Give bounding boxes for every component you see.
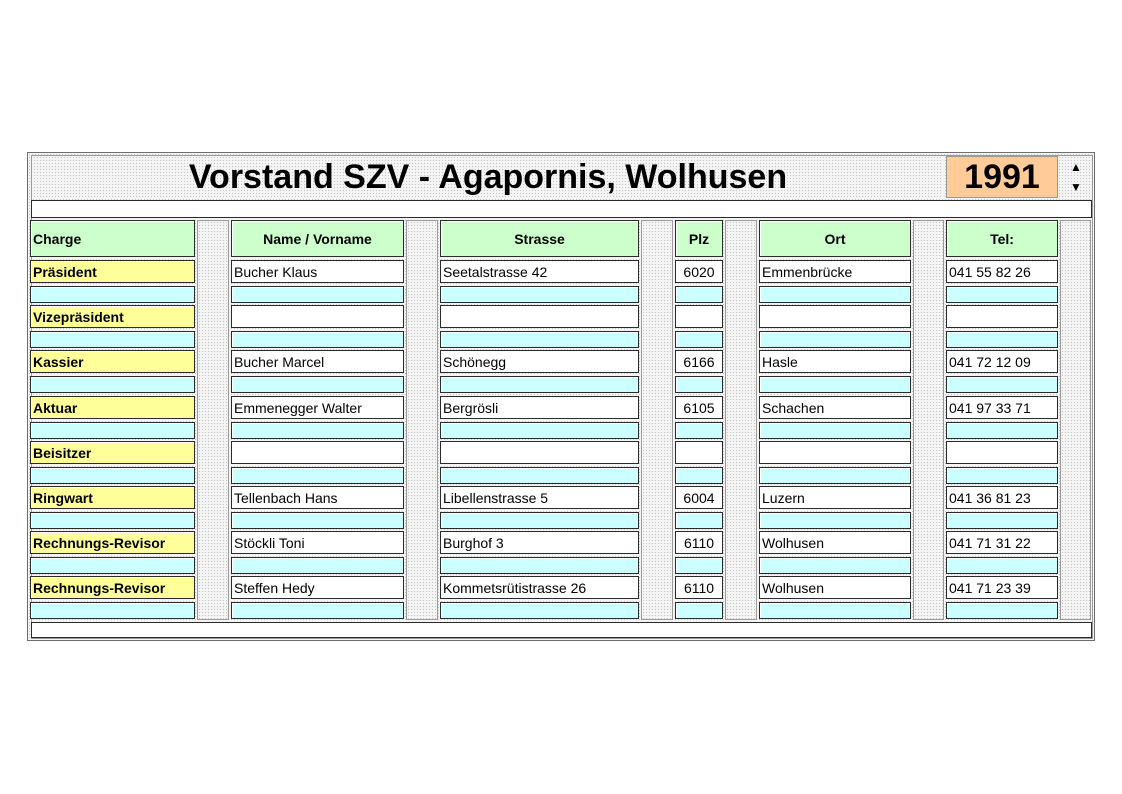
page-title: Vorstand SZV - Agapornis, Wolhusen bbox=[33, 156, 943, 198]
row-2-tel[interactable] bbox=[946, 305, 1058, 328]
row-7-ort-sub[interactable] bbox=[759, 557, 911, 574]
row-4-plz[interactable]: 6105 bbox=[675, 396, 723, 419]
column-gap bbox=[1060, 220, 1091, 620]
row-3-name-sub[interactable] bbox=[231, 376, 404, 393]
row-8-charge: Rechnungs-Revisor bbox=[30, 576, 195, 599]
header-name: Name / Vorname bbox=[231, 220, 404, 257]
row-2-plz[interactable] bbox=[675, 305, 723, 328]
row-4-strasse-sub[interactable] bbox=[440, 422, 639, 439]
row-8-strasse-sub[interactable] bbox=[440, 602, 639, 619]
row-4-plz-sub[interactable] bbox=[675, 422, 723, 439]
row-7-name-sub[interactable] bbox=[231, 557, 404, 574]
row-7-tel-sub[interactable] bbox=[946, 557, 1058, 574]
header-ort: Ort bbox=[759, 220, 911, 257]
row-3-charge: Kassier bbox=[30, 350, 195, 373]
header-tel: Tel: bbox=[946, 220, 1058, 257]
row-1-strasse[interactable]: Seetalstrasse 42 bbox=[440, 260, 639, 283]
column-gap bbox=[197, 220, 229, 620]
year-down-icon[interactable]: ▼ bbox=[1070, 180, 1082, 194]
row-8-tel-sub[interactable] bbox=[946, 602, 1058, 619]
row-8-name-sub[interactable] bbox=[231, 602, 404, 619]
row-4-name[interactable]: Emmenegger Walter bbox=[231, 396, 404, 419]
row-7-ort[interactable]: Wolhusen bbox=[759, 531, 911, 554]
row-8-ort[interactable]: Wolhusen bbox=[759, 576, 911, 599]
header-plz: Plz bbox=[675, 220, 723, 257]
row-8-charge-sub bbox=[30, 602, 195, 619]
row-3-plz[interactable]: 6166 bbox=[675, 350, 723, 373]
row-8-name[interactable]: Steffen Hedy bbox=[231, 576, 404, 599]
column-gap bbox=[641, 220, 673, 620]
row-5-plz-sub[interactable] bbox=[675, 467, 723, 484]
row-5-name-sub[interactable] bbox=[231, 467, 404, 484]
row-1-charge-sub bbox=[30, 286, 195, 303]
row-6-strasse[interactable]: Libellenstrasse 5 bbox=[440, 486, 639, 509]
row-1-ort[interactable]: Emmenbrücke bbox=[759, 260, 911, 283]
row-4-tel-sub[interactable] bbox=[946, 422, 1058, 439]
row-2-name[interactable] bbox=[231, 305, 404, 328]
row-1-strasse-sub[interactable] bbox=[440, 286, 639, 303]
row-8-tel[interactable]: 041 71 23 39 bbox=[946, 576, 1058, 599]
row-2-name-sub[interactable] bbox=[231, 331, 404, 348]
row-4-name-sub[interactable] bbox=[231, 422, 404, 439]
row-2-strasse[interactable] bbox=[440, 305, 639, 328]
row-8-strasse[interactable]: Kommetsrütistrasse 26 bbox=[440, 576, 639, 599]
row-3-ort[interactable]: Hasle bbox=[759, 350, 911, 373]
row-5-ort[interactable] bbox=[759, 441, 911, 464]
bottom-bar bbox=[31, 622, 1092, 638]
row-7-charge: Rechnungs-Revisor bbox=[30, 531, 195, 554]
row-1-name[interactable]: Bucher Klaus bbox=[231, 260, 404, 283]
row-4-charge: Aktuar bbox=[30, 396, 195, 419]
row-7-name[interactable]: Stöckli Toni bbox=[231, 531, 404, 554]
row-3-strasse[interactable]: Schönegg bbox=[440, 350, 639, 373]
row-4-ort[interactable]: Schachen bbox=[759, 396, 911, 419]
row-7-plz-sub[interactable] bbox=[675, 557, 723, 574]
row-6-ort-sub[interactable] bbox=[759, 512, 911, 529]
row-3-charge-sub bbox=[30, 376, 195, 393]
row-2-plz-sub[interactable] bbox=[675, 331, 723, 348]
row-5-strasse-sub[interactable] bbox=[440, 467, 639, 484]
column-gap bbox=[913, 220, 944, 620]
row-2-charge: Vizepräsident bbox=[30, 305, 195, 328]
row-1-plz[interactable]: 6020 bbox=[675, 260, 723, 283]
row-6-strasse-sub[interactable] bbox=[440, 512, 639, 529]
row-6-name[interactable]: Tellenbach Hans bbox=[231, 486, 404, 509]
row-3-name[interactable]: Bucher Marcel bbox=[231, 350, 404, 373]
row-2-tel-sub[interactable] bbox=[946, 331, 1058, 348]
row-6-plz-sub[interactable] bbox=[675, 512, 723, 529]
row-3-plz-sub[interactable] bbox=[675, 376, 723, 393]
row-5-tel[interactable] bbox=[946, 441, 1058, 464]
row-2-ort-sub[interactable] bbox=[759, 331, 911, 348]
row-2-ort[interactable] bbox=[759, 305, 911, 328]
row-7-strasse[interactable]: Burghof 3 bbox=[440, 531, 639, 554]
row-8-plz-sub[interactable] bbox=[675, 602, 723, 619]
row-5-charge-sub bbox=[30, 467, 195, 484]
year-field[interactable]: 1991 bbox=[946, 156, 1058, 198]
row-6-ort[interactable]: Luzern bbox=[759, 486, 911, 509]
row-3-tel-sub[interactable] bbox=[946, 376, 1058, 393]
row-1-name-sub[interactable] bbox=[231, 286, 404, 303]
row-1-tel[interactable]: 041 55 82 26 bbox=[946, 260, 1058, 283]
row-6-charge-sub bbox=[30, 512, 195, 529]
row-4-ort-sub[interactable] bbox=[759, 422, 911, 439]
row-4-charge-sub bbox=[30, 422, 195, 439]
row-1-charge: Präsident bbox=[30, 260, 195, 283]
row-7-tel[interactable]: 041 71 31 22 bbox=[946, 531, 1058, 554]
row-8-plz[interactable]: 6110 bbox=[675, 576, 723, 599]
title-separator bbox=[31, 200, 1092, 218]
row-7-strasse-sub[interactable] bbox=[440, 557, 639, 574]
row-8-ort-sub[interactable] bbox=[759, 602, 911, 619]
row-3-strasse-sub[interactable] bbox=[440, 376, 639, 393]
header-charge: Charge bbox=[30, 220, 195, 257]
header-strasse: Strasse bbox=[440, 220, 639, 257]
row-6-charge: Ringwart bbox=[30, 486, 195, 509]
row-5-name[interactable] bbox=[231, 441, 404, 464]
column-gap bbox=[406, 220, 438, 620]
row-7-charge-sub bbox=[30, 557, 195, 574]
row-1-tel-sub[interactable] bbox=[946, 286, 1058, 303]
column-gap bbox=[725, 220, 757, 620]
row-7-plz[interactable]: 6110 bbox=[675, 531, 723, 554]
row-6-tel-sub[interactable] bbox=[946, 512, 1058, 529]
row-5-tel-sub[interactable] bbox=[946, 467, 1058, 484]
row-2-strasse-sub[interactable] bbox=[440, 331, 639, 348]
row-4-strasse[interactable]: Bergrösli bbox=[440, 396, 639, 419]
row-5-plz[interactable] bbox=[675, 441, 723, 464]
row-6-name-sub[interactable] bbox=[231, 512, 404, 529]
row-5-strasse[interactable] bbox=[440, 441, 639, 464]
row-4-tel[interactable]: 041 97 33 71 bbox=[946, 396, 1058, 419]
row-5-ort-sub[interactable] bbox=[759, 467, 911, 484]
row-5-charge: Beisitzer bbox=[30, 441, 195, 464]
year-up-icon[interactable]: ▲ bbox=[1070, 160, 1082, 174]
row-6-tel[interactable]: 041 36 81 23 bbox=[946, 486, 1058, 509]
row-3-tel[interactable]: 041 72 12 09 bbox=[946, 350, 1058, 373]
row-1-ort-sub[interactable] bbox=[759, 286, 911, 303]
row-2-charge-sub bbox=[30, 331, 195, 348]
row-3-ort-sub[interactable] bbox=[759, 376, 911, 393]
row-1-plz-sub[interactable] bbox=[675, 286, 723, 303]
row-6-plz[interactable]: 6004 bbox=[675, 486, 723, 509]
